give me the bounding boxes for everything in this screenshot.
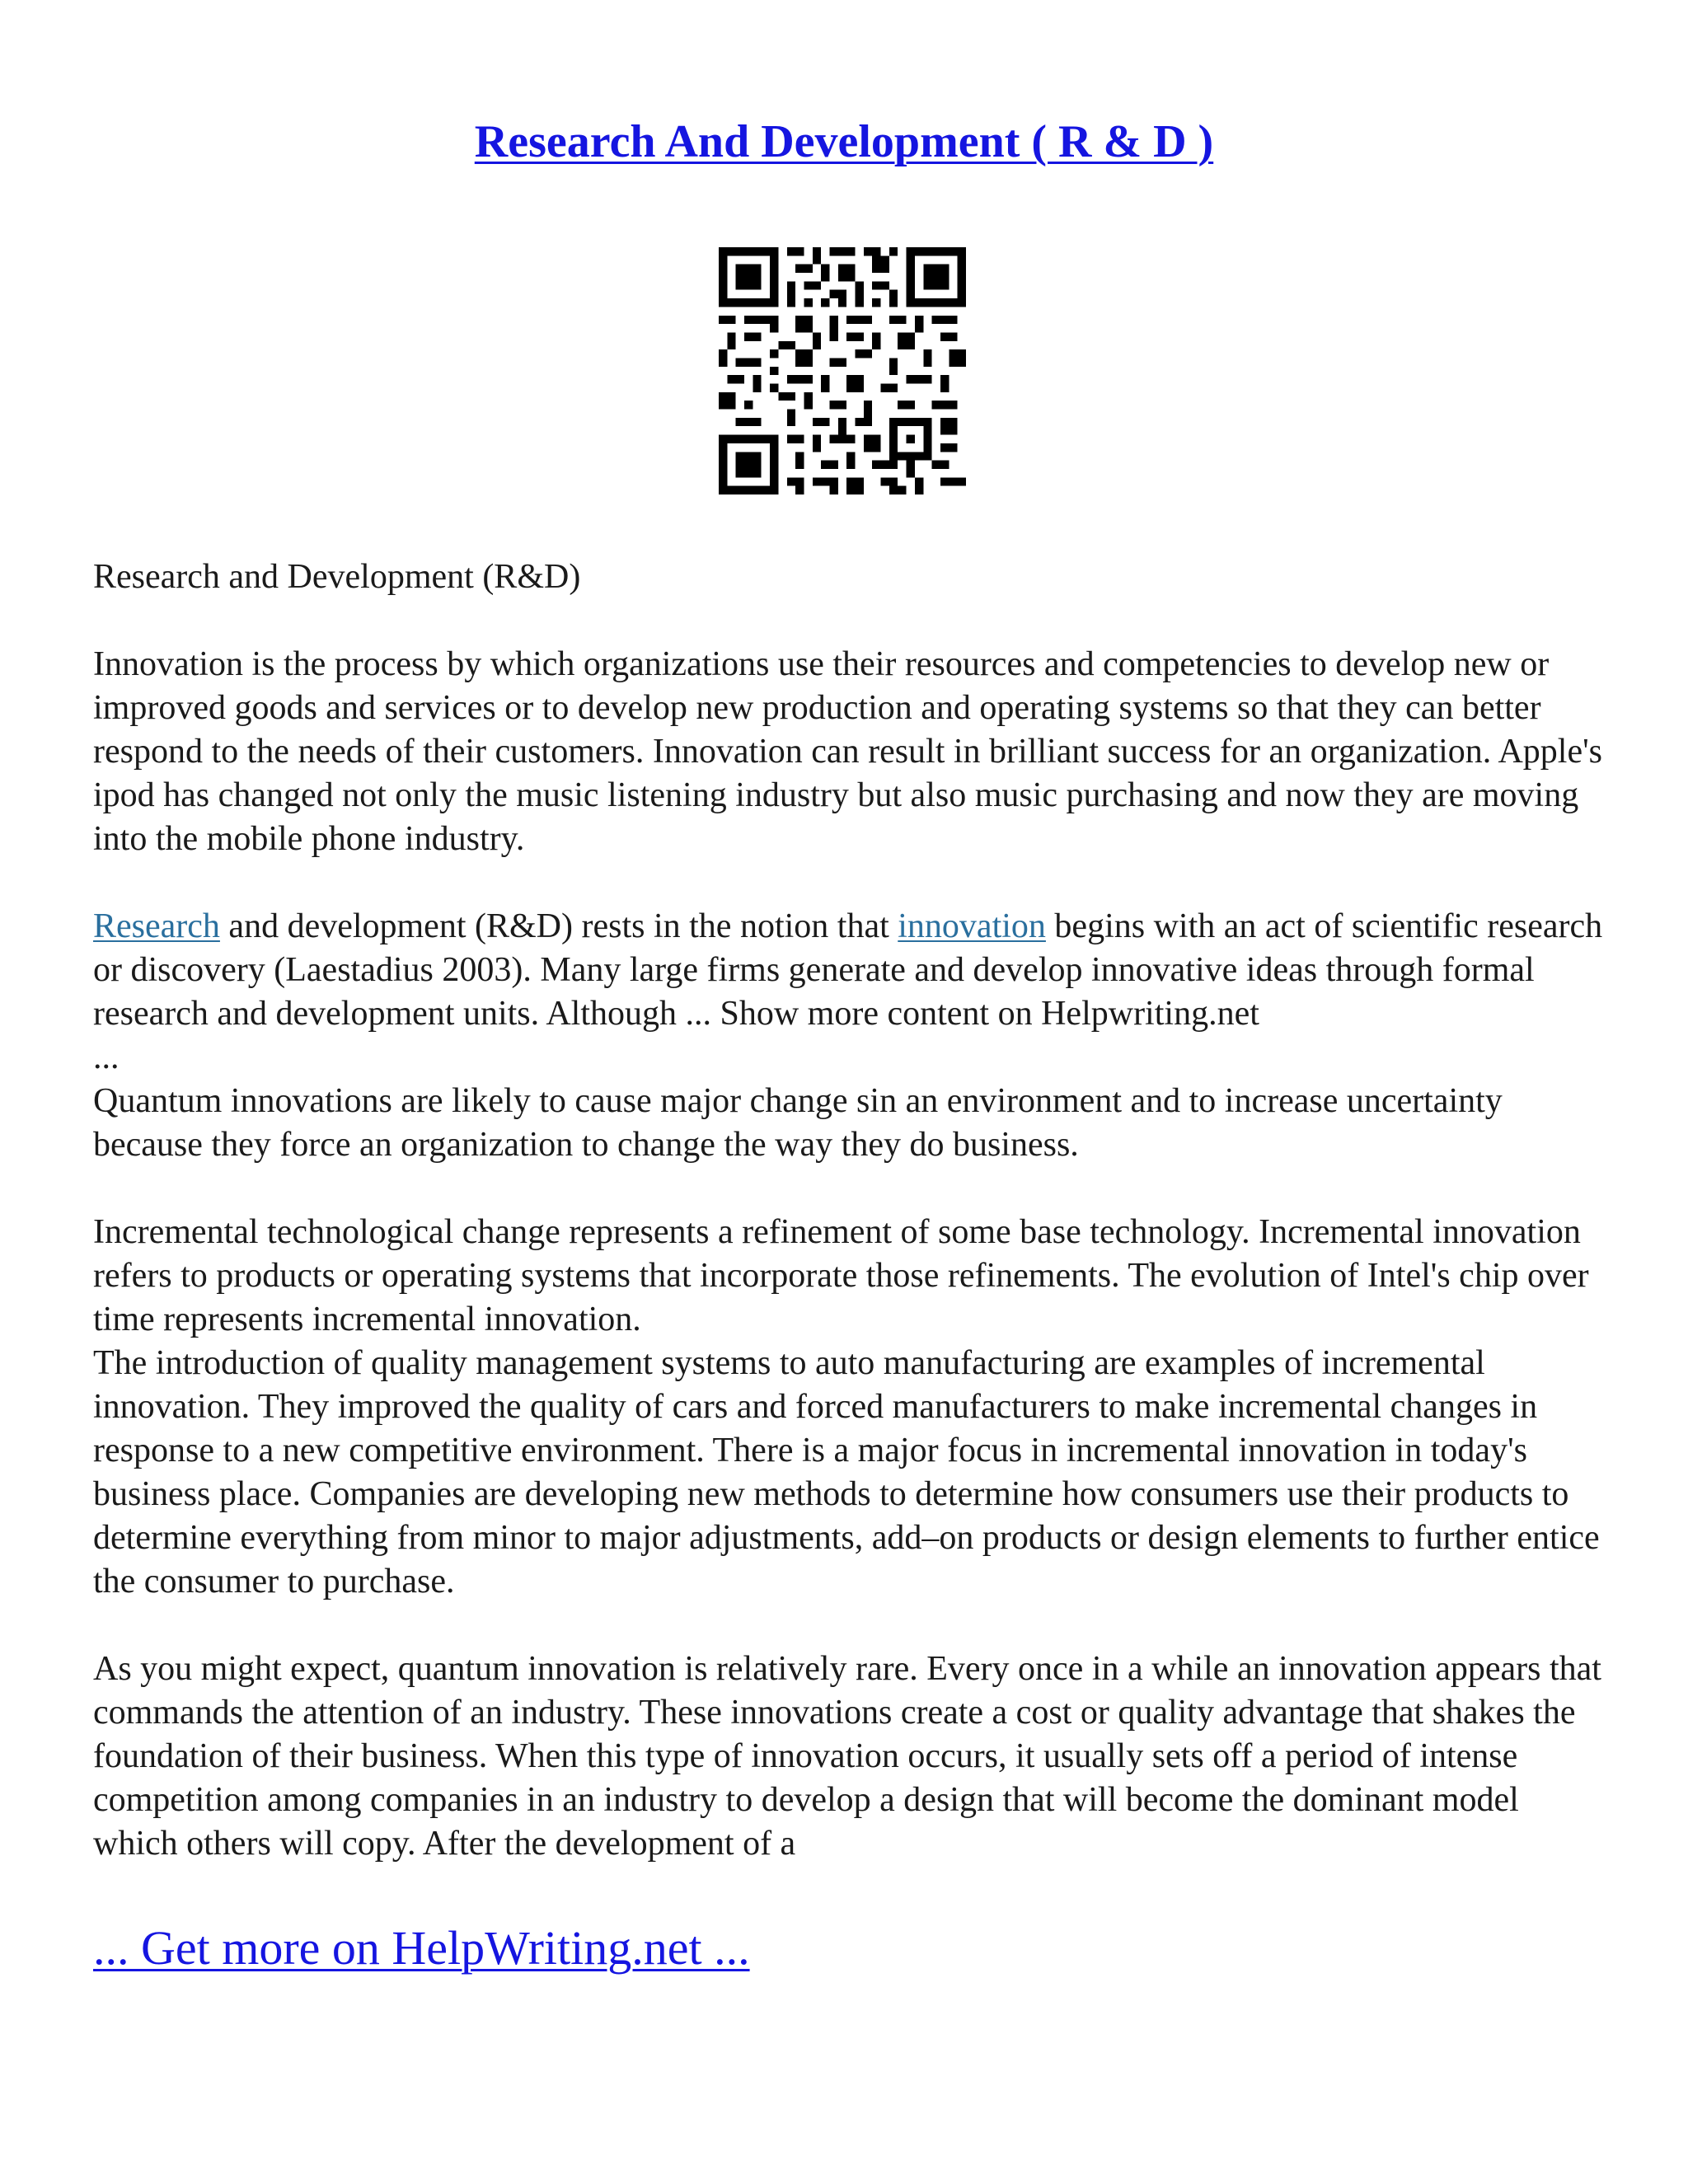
paragraph-quantum-rare: As you might expect, quantum innovation is relatively rare. Every once in a while an innovation appears that commands the attention of an industry. These innovations create a cost or quality advantage that shakes the foundation of their business. When this type of innovation occurs, it usually sets off a period of intense competition among companies in an industry to develop a design that will become the dominant model which others will copy. After the development of a bbox=[93, 1650, 1601, 1863]
article-body bbox=[93, 555, 1610, 1866]
paragraph-spacer bbox=[93, 1604, 1610, 1647]
paragraph-spacer bbox=[93, 1167, 1610, 1211]
title-container bbox=[0, 115, 1688, 168]
ellipsis-line: ... bbox=[93, 1038, 120, 1076]
paragraph-spacer bbox=[93, 861, 1610, 905]
section-heading: Research and Development (R&D) bbox=[93, 558, 581, 596]
paragraph-quality-management: The introduction of quality management systems to auto manufacturing are examples of incremental innovation. They improved the quality of cars and forced manufacturers to make incremental changes in response to a new competitive environment. There is a major focus in incremental innovation in today's business place. Companies are developing new methods to determine how consumers use their products to determine everything from minor to major adjustments, add–on products or design elements to further entice the consumer to purchase. bbox=[93, 1344, 1600, 1601]
page-title-link[interactable]: Research And Development ( R & D ) bbox=[474, 116, 1214, 167]
paragraph-spacer bbox=[93, 599, 1610, 643]
get-more-link[interactable]: ... Get more on HelpWriting.net ... bbox=[93, 1921, 750, 1975]
paragraph-innovation-definition: Innovation is the process by which organizations use their resources and competencies to develop new or improved goods and services or to develop new production and operating systems so that they can better respond to the needs of their customers. Innovation can result in brilliant success for an organization. Apple's ipod has changed not only the music listening industry but also music purchasing and now they are moving into the mobile phone industry. bbox=[93, 645, 1602, 858]
paragraph-rnd bbox=[93, 905, 1610, 1036]
paragraph-quantum-change: Quantum innovations are likely to cause major change sin an environment and to increase uncertainty because they force an organization to change the way they do business. bbox=[93, 1082, 1503, 1164]
qr-code-icon bbox=[719, 247, 966, 494]
paragraph-incremental-change: Incremental technological change represents a refinement of some base technology. Incremental innovation refers to products or operating systems that incorporate those refinements. The evolution of Intel's chip over time represents incremental innovation. bbox=[93, 1213, 1589, 1338]
innovation-link[interactable]: innovation bbox=[898, 907, 1046, 945]
research-link[interactable]: Research bbox=[93, 907, 220, 945]
paragraph-rnd-text-a: and development (R&D) rests in the notion that bbox=[219, 907, 898, 945]
paragraph-rnd-text-b: begins with an act of scientific research or discovery (Laestadius 2003). Many large firms generate and develop innovative ideas through formal research and development units. Although ... Show more content on Helpwriting.net bbox=[93, 907, 1603, 1033]
